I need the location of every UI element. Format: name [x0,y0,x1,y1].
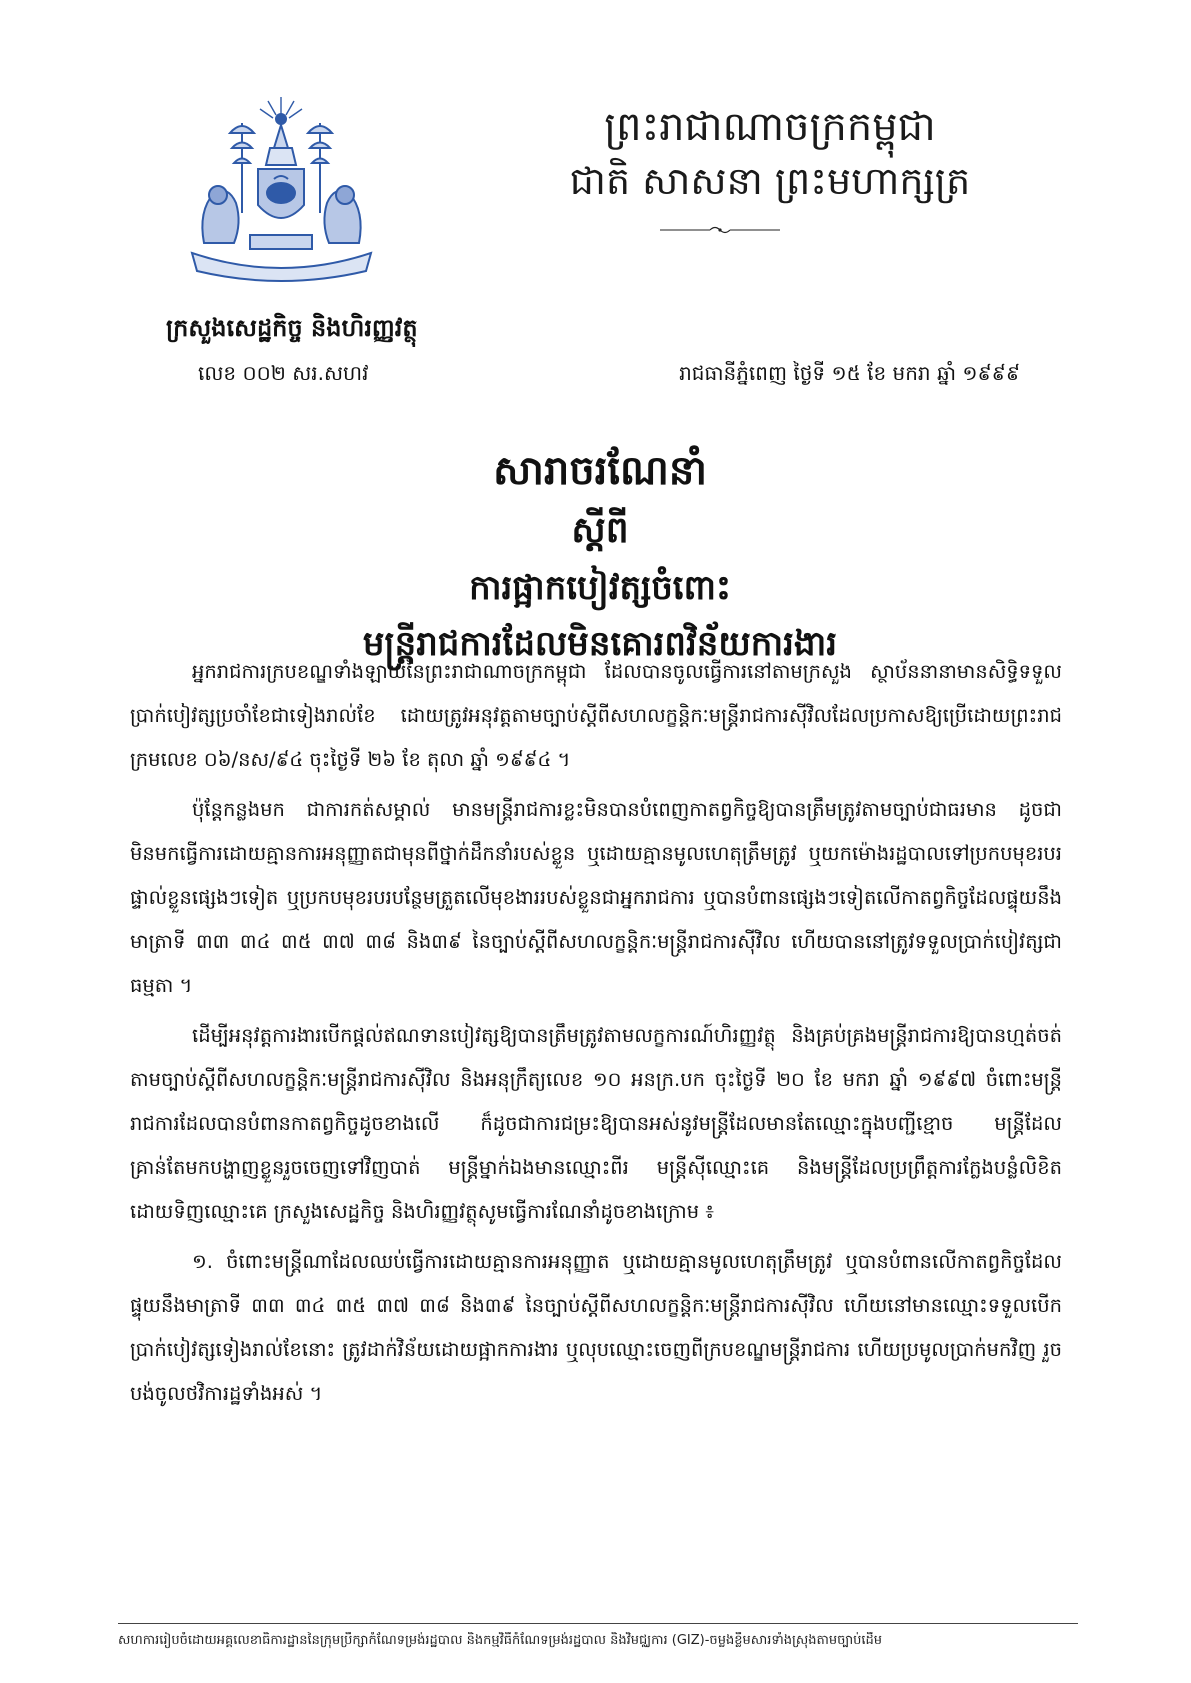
kingdom-header [520,100,1020,208]
ornament-divider-icon [660,222,780,238]
paragraph-item-1: ១. ចំពោះមន្ត្រីណាដែលឈប់ធ្វើការដោយគ្មានការអនុញ្ញាត ឬដោយគ្មានមូលហេតុត្រឹមត្រូវ ឬបានបំពានលើកាតព្វកិច្ចដែលផ្ទុយនឹងមាត្រាទី ៣៣ ៣៤ ៣៥ ៣៧ ៣៨ និង៣៩ នៃច្បាប់ស្តីពីសហលក្ខន្តិកៈមន្ត្រីរាជការស៊ីវិល ហើយនៅមានឈ្មោះទទួលបើកប្រាក់បៀវត្សទៀងរាល់ខែនោះ ត្រូវដាក់វិន័យដោយផ្អាកការងារ ឬលុបឈ្មោះចេញពីក្របខណ្ឌមន្ត្រីរាជការ ហើយប្រមូលប្រាក់មកវិញ រួចបង់ចូលថវិការដ្ឋទាំងអស់ ។ [130,1250,1062,1405]
national-motto: ជាតិ សាសនា ព្រះមហាក្សត្រ [569,159,971,203]
paragraph: ប៉ុន្តែកន្លងមក ជាការកត់សម្គាល់ មានមន្ត្រីរាជការខ្លះមិនបានបំពេញកាតព្វកិច្ចឱ្យបានត្រឹមត្រូវតាមច្បាប់ជាធរមាន ដូចជា មិនមកធ្វើការដោយគ្មានការអនុញ្ញាតជាមុនពីថ្នាក់ដឹកនាំរបស់ខ្លួន ឬដោយគ្មានមូលហេតុត្រឹមត្រូវ ឬយកម៉ោងរដ្ឋបាលទៅប្រកបមុខរបរផ្ទាល់ខ្លួនផ្សេងៗទៀត ឬប្រកបមុខរបរបន្ថែមត្រួតលើមុខងាររបស់ខ្លួនជាអ្នករាជការ ឬបានបំពានផ្សេងៗទៀតលើកាតព្វកិច្ចដែលផ្ទុយនឹងមាត្រាទី ៣៣ ៣៤ ៣៥ ៣៧ ៣៨ និង៣៩ នៃច្បាប់ស្តីពីសហលក្ខន្តិកៈមន្ត្រីរាជការស៊ីវិល ហើយបាននៅត្រូវទទួលប្រាក់បៀវត្សជាធម្មតា ។ [130,798,1062,997]
title-subject-line-2: មន្ត្រីរាជការដែលមិនគោរពវិន័យការងារ [362,624,838,664]
ministry-name: ក្រសួងសេដ្ឋកិច្ច និងហិរញ្ញវត្ថុ [166,314,418,342]
date-line: រាជធានីភ្នំពេញ ថ្ងៃទី ១៥ ខែ មករា ឆ្នាំ ១៩៩៩ [679,361,1020,385]
document-body [130,650,1062,1422]
title-about: ស្តីពី [571,510,629,551]
footer-divider [118,1623,1078,1624]
title-subject-line-1: ការផ្អាកបៀវត្សចំពោះ [469,568,731,608]
paragraph: អ្នករាជការក្របខណ្ឌទាំងឡាយនៃព្រះរាជាណាចក្រកម្ពុជា ដែលបានចូលធ្វើការនៅតាមក្រសួង ស្ថាប័ននានាមានសិទ្ធិទទួលប្រាក់បៀវត្សប្រចាំខែជាទៀងរាល់ខែ ដោយត្រូវអនុវត្តតាមច្បាប់ស្តីពីសហលក្ខន្តិកៈមន្ត្រីរាជការស៊ីវិលដែលប្រកាសឱ្យប្រើដោយព្រះរាជក្រមលេខ ០៦/នស/៩៤ ចុះថ្ងៃទី ២៦ ខែ តុលា ឆ្នាំ ១៩៩៤ ។ [130,660,1062,771]
footer-note: សហការរៀបចំដោយអគ្គលេខាធិការដ្ឋាននៃក្រុមប្រឹក្សាកំណែទម្រង់រដ្ឋបាល និងកម្មវិធីកំណែទម្រង់រដ្ឋបាល និងវិមជ្ឈការ (GIZ)-ចម្លងខ្លឹមសារទាំងស្រុងតាមច្បាប់ដើម [118,1633,883,1648]
document-number: លេខ ០០២ សរ.សហវ [198,361,369,385]
paragraph: ដើម្បីអនុវត្តការងារបើកផ្តល់ឥណទានបៀវត្សឱ្យបានត្រឹមត្រូវតាមលក្ខការណ៍ហិរញ្ញវត្ថុ និងគ្រប់គ្រងមន្ត្រីរាជការឱ្យបានហ្មត់ចត់តាមច្បាប់ស្តីពីសហលក្ខន្តិកៈមន្ត្រីរាជការស៊ីវិល និងអនុក្រឹត្យលេខ ១០ អនក្រ.បក ចុះថ្ងៃទី ២០ ខែ មករា ឆ្នាំ ១៩៩៧ ចំពោះមន្ត្រីរាជការដែលបានបំពានកាតព្វកិច្ចដូចខាងលើ ក៏ដូចជាការជម្រះឱ្យបានអស់នូវមន្ត្រីដែលមានតែឈ្មោះក្នុងបញ្ជីខ្មោច មន្ត្រីដែលគ្រាន់តែមកបង្ហាញខ្លួនរួចចេញទៅវិញបាត់ មន្ត្រីម្នាក់ឯងមានឈ្មោះពីរ មន្ត្រីស៊ីឈ្មោះគេ និងមន្ត្រីដែលប្រព្រឹត្តការក្លែងបន្លំលិខិតដោយទិញឈ្មោះគេ ក្រសួងសេដ្ឋកិច្ច និងហិរញ្ញវត្ថុសូមធ្វើការណែនាំដូចខាងក្រោម ៖ [130,1024,1062,1223]
royal-emblem-icon [184,93,379,283]
kingdom-name: ព្រះរាជាណាចក្រកម្ពុជា [604,104,936,150]
document-title-block [200,440,1000,672]
document-type: សារាចរណែនាំ [493,448,707,494]
